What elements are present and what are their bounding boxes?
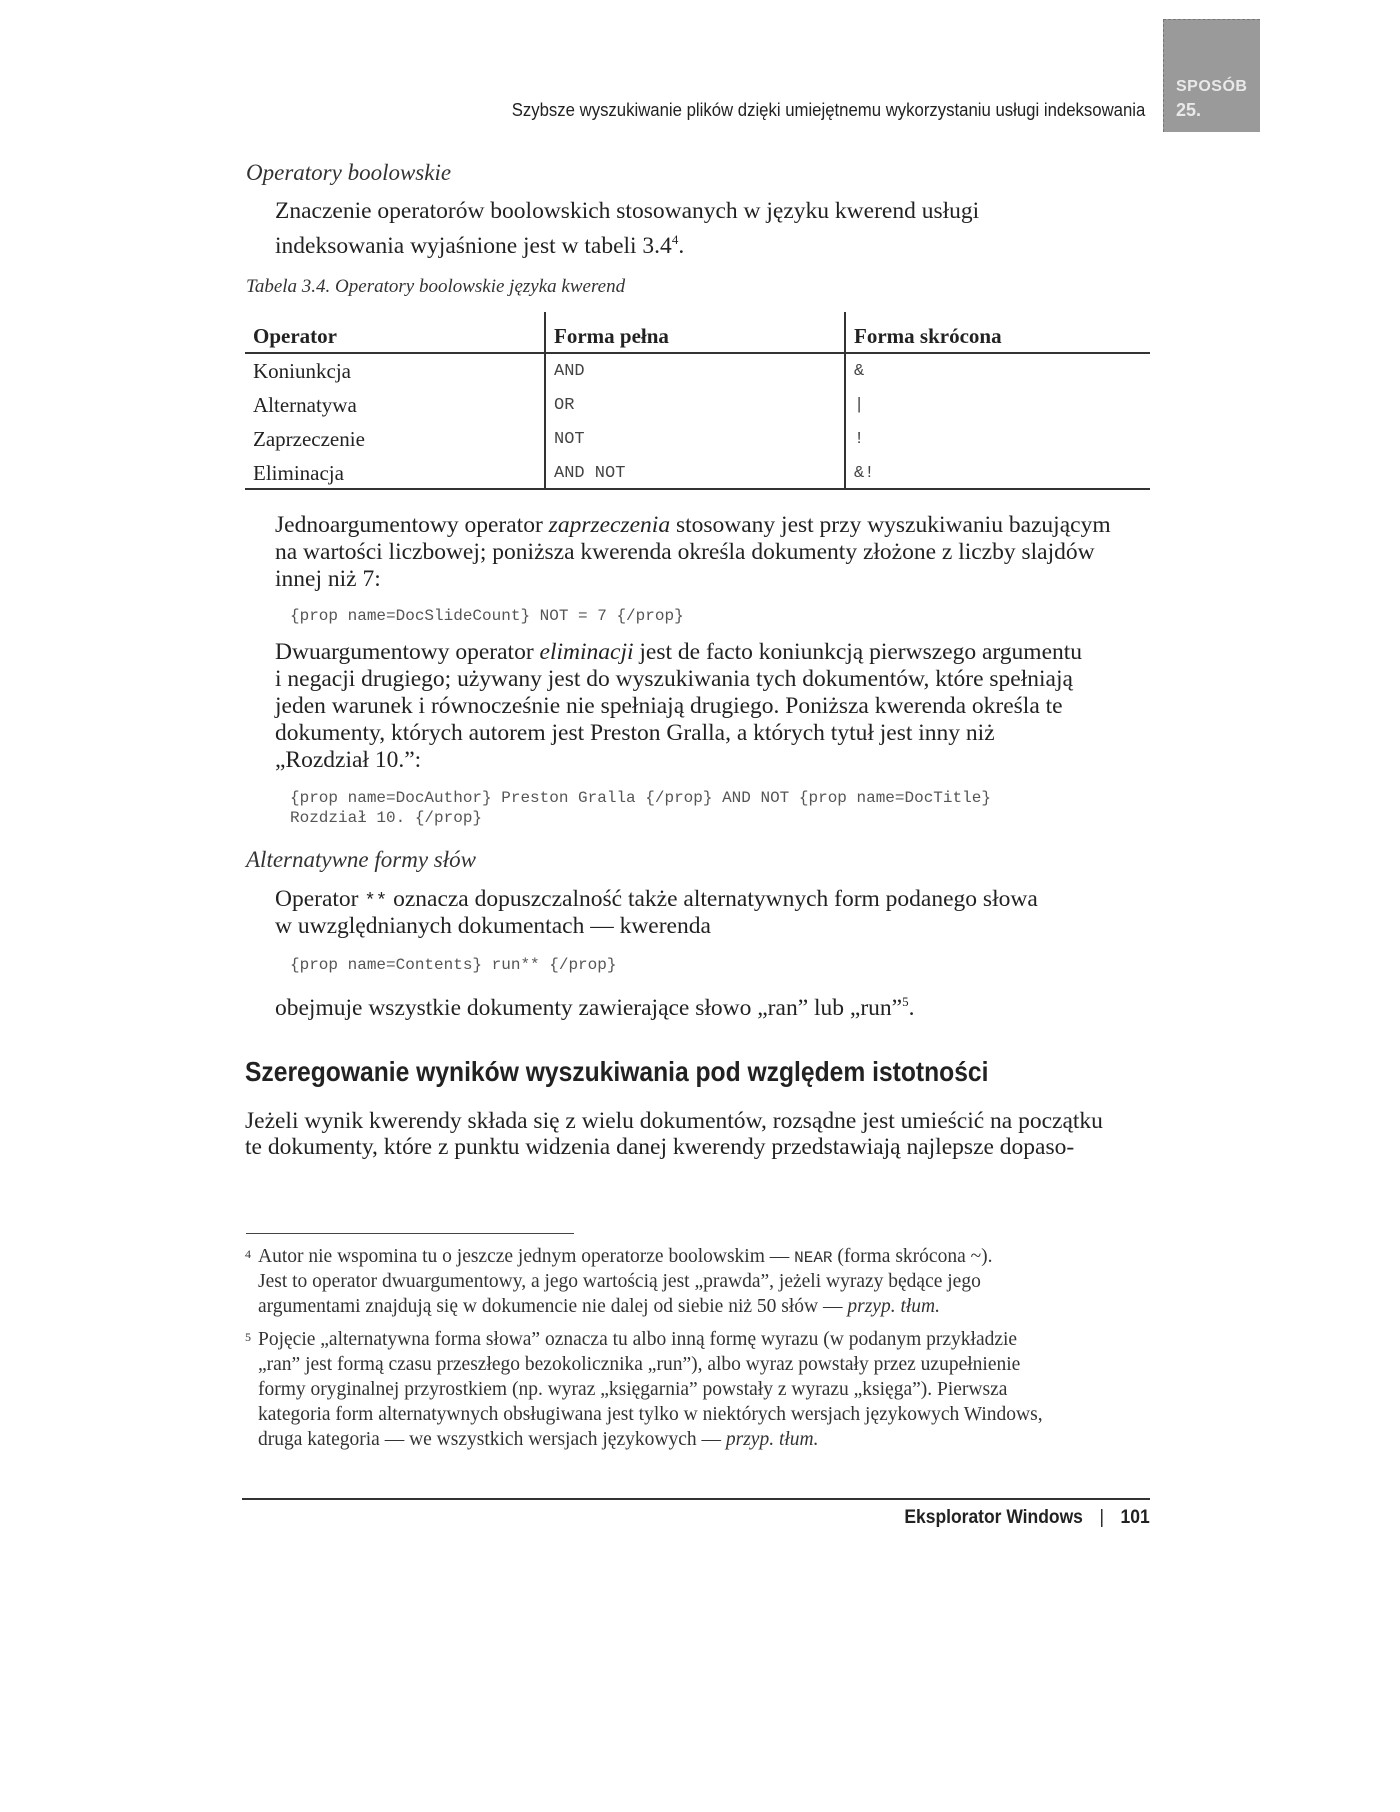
footnote-4 (245, 1242, 251, 1273)
footnote-line: Pojęcie „alternatywna forma słowa” oznacza tu albo inną formę wyrazu (w podanym przykładzie (258, 1329, 1018, 1350)
text: Operator (275, 886, 365, 912)
paragraph-line: „Rozdział 10.”: (275, 747, 422, 773)
footnote-line: Jest to operator dwuargumentowy, a jego wartością jest „prawda”, jeżeli wyrazy będące jego (258, 1271, 981, 1292)
paragraph-line: i negacji drugiego; używany jest do wyszukiwania tych dokumentów, które spełniają (275, 666, 1073, 692)
paragraph-line (275, 226, 684, 260)
paragraph-line: Znaczenie operatorów boolowskich stosowanych w języku kwerend usługi (275, 198, 980, 224)
table-cell: NOT (544, 422, 844, 456)
emphasis: przyp. tłum. (847, 1296, 940, 1317)
paragraph-line: na wartości liczbowej; poniższa kwerenda określa dokumenty złożone z liczby slajdów (275, 539, 1095, 565)
table-cell: Zaprzeczenie (253, 426, 365, 451)
text: (forma skrócona ~). (832, 1246, 993, 1267)
paragraph-line (275, 886, 1038, 915)
table-header-row (245, 312, 1150, 354)
footnote-line: kategoria form alternatywnych obsługiwana jest tylko w niektórych wersjach językowych Windows, (258, 1404, 1043, 1425)
code-snippet: Rozdział 10. {/prop} (290, 809, 483, 827)
code-snippet: {prop name=DocSlideCount} NOT = 7 {/prop} (290, 607, 684, 625)
footnote-line: formy oryginalnej przyrostkiem (np. wyraz „księgarnia” powstały z wyrazu „księga”). Pierwsza (258, 1379, 1008, 1400)
table-cell: AND NOT (544, 456, 844, 490)
inline-code: ** (364, 890, 388, 912)
inline-code: NEAR (794, 1249, 833, 1267)
code-snippet: {prop name=DocAuthor} Preston Gralla {/prop} AND NOT {prop name=DocTitle} (290, 789, 991, 807)
footnote-ref[interactable]: 4 (671, 232, 679, 247)
paragraph-line: dokumenty, których autorem jest Preston Gralla, a których tytuł jest inny niż (275, 720, 995, 746)
page-number: 101 (1120, 1507, 1150, 1528)
table-row (245, 456, 1150, 490)
paragraph-line: innej niż 7: (275, 566, 381, 592)
text: obejmuje wszystkie dokumenty zawierające słowo „ran” lub „run” (275, 994, 903, 1021)
footnote-line (258, 1294, 940, 1319)
footnote-rule (246, 1233, 574, 1234)
operators-table (245, 312, 1150, 490)
table-cell: AND (544, 354, 844, 388)
footer-rule (242, 1498, 1150, 1500)
footnote-ref[interactable]: 5 (902, 994, 909, 1009)
text: . (908, 994, 915, 1021)
footnote-line: „ran” jest formą czasu przeszłego bezokolicznika „run”), albo wyraz powstały przez uzupełnienie (258, 1354, 1021, 1375)
table-cell: OR (544, 388, 844, 422)
text: stosowany jest przy wyszukiwaniu bazującym (670, 512, 1111, 538)
table-header-cell: Forma skrócona (844, 312, 1150, 352)
footnote-mark: 5 (245, 1330, 251, 1344)
table-row (245, 354, 1150, 388)
paragraph-line (275, 639, 1082, 666)
emphasis: przyp. tłum. (725, 1429, 819, 1450)
section-tab (1163, 19, 1260, 132)
table-cell: Eliminacja (253, 460, 344, 485)
text: indeksowania wyjaśnione jest w tabeli 3.4 (275, 232, 672, 259)
table-caption: Tabela 3.4. Operatory boolowskie języka kwerend (246, 276, 626, 297)
emphasis: zaprzeczenia (548, 512, 671, 538)
table-header-cell: Operator (253, 323, 337, 348)
section-heading-word-forms: Alternatywne formy słów (246, 847, 476, 872)
section-heading-boolean: Operatory boolowskie (246, 160, 452, 185)
footer (905, 1507, 1150, 1529)
table-header-cell: Forma pełna (544, 312, 844, 352)
text: druga kategoria — we wszystkich wersjach językowych — (258, 1429, 726, 1450)
text: argumentami znajdują się w dokumencie nie dalej od siebie niż 50 słów — (258, 1296, 848, 1317)
table-cell: Koniunkcja (253, 358, 351, 383)
table-row (245, 422, 1150, 456)
footnote-5 (245, 1325, 251, 1356)
paragraph-line (275, 988, 914, 1022)
running-head: Szybsze wyszukiwanie plików dzięki umiejętnemu wykorzystaniu usługi indeksowania (511, 100, 1145, 120)
paragraph-line: w uwzględnianych dokumentach — kwerenda (275, 913, 711, 939)
emphasis: eliminacji (539, 639, 634, 665)
table-bottom-rule (245, 488, 1150, 490)
paragraph-line: Jeżeli wynik kwerendy składa się z wielu dokumentów, rozsądne jest umieścić na początku (245, 1108, 1103, 1134)
text: jest de facto koniunkcją pierwszego argumentu (633, 639, 1083, 665)
paragraph-line (275, 512, 1111, 539)
footnote-mark: 4 (245, 1247, 251, 1261)
text: Jednoargumentowy operator (275, 512, 549, 538)
table-row (245, 388, 1150, 422)
text: oznacza dopuszczalność także alternatywnych form podanego słowa (387, 886, 1038, 912)
text: Dwuargumentowy operator (275, 639, 540, 665)
section-heading-ranking: Szeregowanie wyników wyszukiwania pod względem istotności (245, 1056, 989, 1087)
footnote-line (258, 1244, 993, 1271)
tab-number: 25. (1176, 100, 1202, 120)
paragraph-line: jeden warunek i równocześnie nie spełniają drugiego. Poniższa kwerenda określa te (275, 693, 1063, 719)
table-cell: | (844, 388, 1150, 422)
paragraph-line: te dokumenty, które z punktu widzenia danej kwerendy przedstawiają najlepsze dopaso- (245, 1134, 1075, 1160)
table-cell: &! (844, 456, 1150, 490)
table-cell: & (844, 354, 1150, 388)
text: Autor nie wspomina tu o jeszcze jednym operatorze boolowskim — (258, 1246, 795, 1267)
table-cell: ! (844, 422, 1150, 456)
footnote-line (258, 1427, 818, 1452)
table-cell: Alternatywa (253, 392, 357, 417)
tab-label: SPOSÓB (1176, 78, 1248, 95)
footer-separator: | (1099, 1507, 1105, 1528)
code-snippet: {prop name=Contents} run** {/prop} (290, 956, 617, 974)
text: . (678, 232, 685, 259)
chapter-title: Eksplorator Windows (904, 1507, 1084, 1528)
